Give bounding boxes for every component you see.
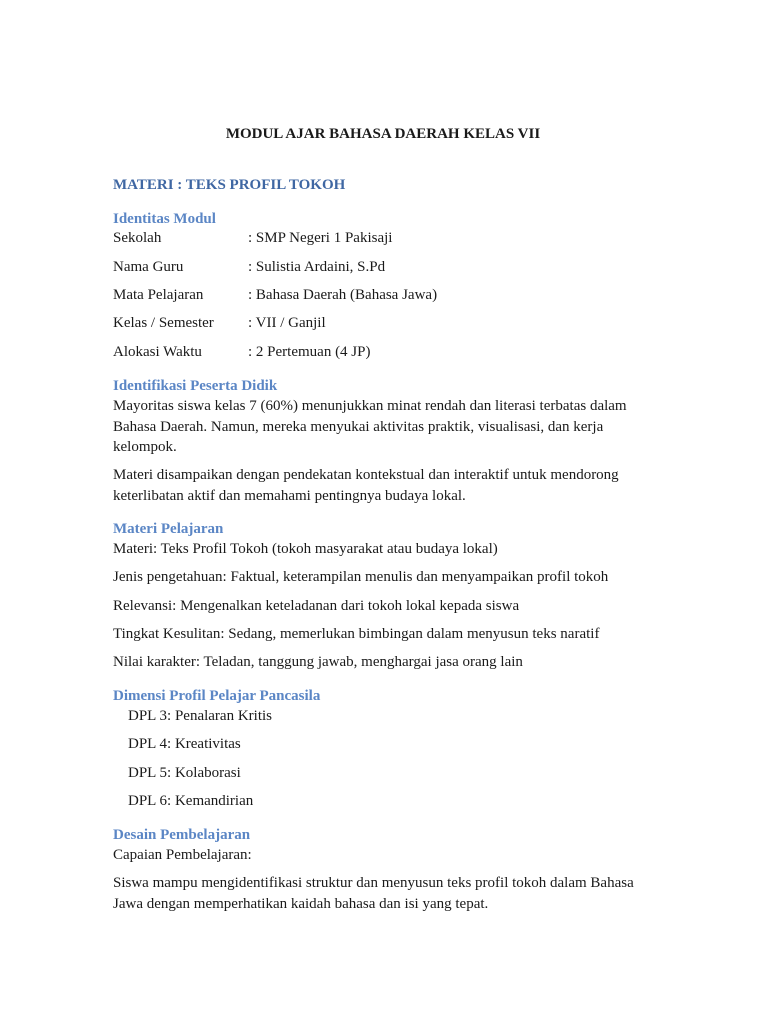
identitas-key: Mata Pelajaran [113,287,204,303]
materi-pelajaran-line: Materi: Teks Profil Tokoh (tokoh masyarakat atau budaya lokal) [113,541,498,557]
materi-pelajaran-line: Relevansi: Mengenalkan keteladanan dari tokoh lokal kepada siswa [113,598,520,614]
materi-heading: MATERI : TEKS PROFIL TOKOH [113,177,346,193]
identitas-value: : Bahasa Daerah (Bahasa Jawa) [248,287,438,303]
dimensi-item: DPL 4: Kreativitas [128,736,241,752]
dimensi-item: DPL 3: Penalaran Kritis [128,708,273,724]
dimensi-item: DPL 6: Kemandirian [128,793,254,809]
capaian-label: Capaian Pembelajaran: [113,847,252,863]
identifikasi-paragraph-2: Materi disampaikan dengan pendekatan kontekstual dan interaktif untuk mendorong keterlibatan aktif dan memahami pentingnya budaya lokal. [113,467,619,504]
identitas-value: : VII / Ganjil [248,315,326,331]
identifikasi-paragraph-1: Mayoritas siswa kelas 7 (60%) menunjukkan minat rendah dan literasi terbatas dalam Bahasa Daerah. Namun, mereka menyukai aktivitas praktik, visualisasi, dan kerja kelompok. [113,398,627,455]
materi-pelajaran-line: Nilai karakter: Teladan, tanggung jawab, menghargai jasa orang lain [113,654,523,670]
materi-pelajaran-line: Tingkat Kesulitan: Sedang, memerlukan bimbingan dalam menyusun teks naratif [113,626,600,642]
identitas-value: : SMP Negeri 1 Pakisaji [248,230,393,246]
identitas-key: Sekolah [113,230,162,246]
identitas-key: Kelas / Semester [113,315,214,331]
identitas-value: : Sulistia Ardaini, S.Pd [248,259,386,275]
materi-pelajaran-heading: Materi Pelajaran [113,521,224,537]
dimensi-heading: Dimensi Profil Pelajar Pancasila [113,688,321,704]
identitas-value: : 2 Pertemuan (4 JP) [248,344,371,360]
dimensi-item: DPL 5: Kolaborasi [128,765,241,781]
desain-heading: Desain Pembelajaran [113,827,251,843]
document-title: MODUL AJAR BAHASA DAERAH KELAS VII [225,126,541,142]
materi-pelajaran-line: Jenis pengetahuan: Faktual, keterampilan menulis dan menyampaikan profil tokoh [113,569,609,585]
identitas-heading: Identitas Modul [113,211,216,227]
capaian-paragraph: Siswa mampu mengidentifikasi struktur dan menyusun teks profil tokoh dalam Bahasa Jawa dengan memperhatikan kaidah bahasa dan isi yang tepat. [113,875,634,912]
identifikasi-heading: Identifikasi Peserta Didik [113,378,278,394]
identitas-key: Nama Guru [113,259,184,275]
identitas-key: Alokasi Waktu [113,344,202,360]
